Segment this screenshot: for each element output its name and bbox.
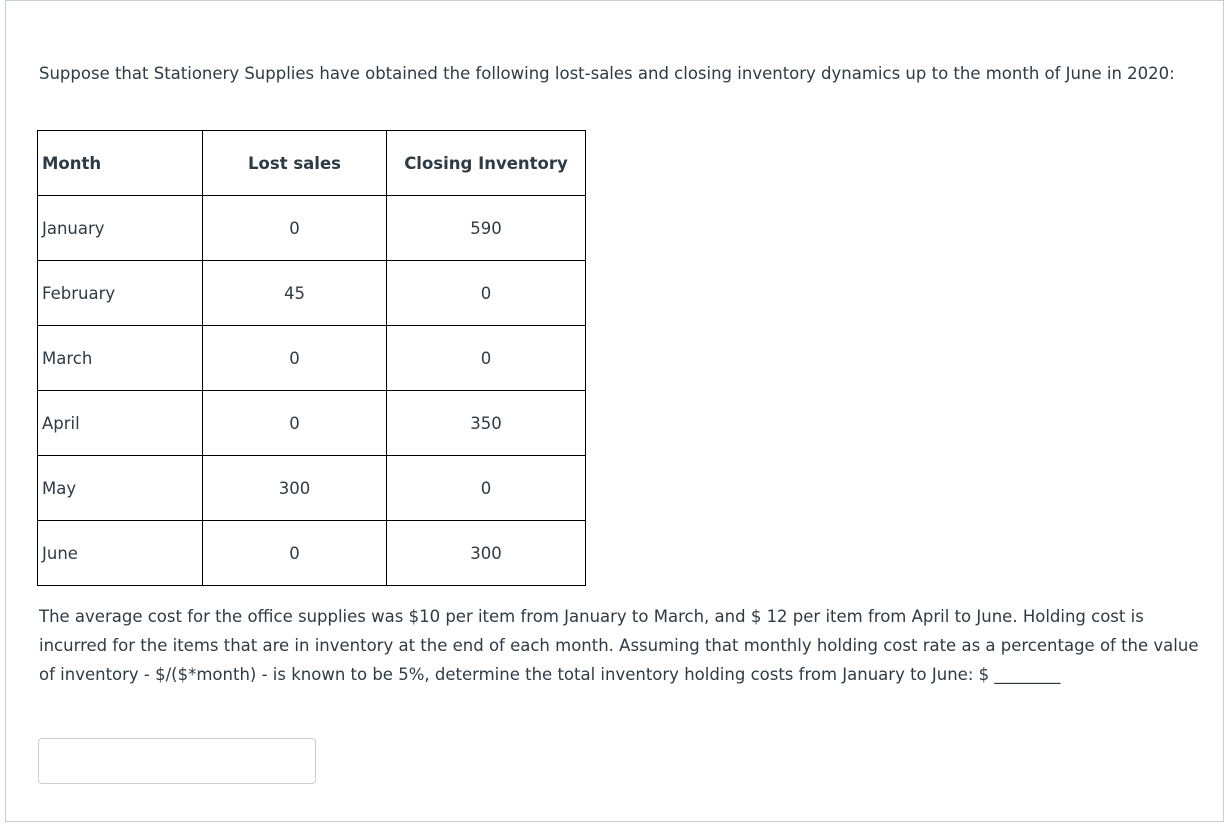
cell-month: February [38,261,203,326]
cell-closing-inventory: 0 [387,326,586,391]
cell-lost-sales: 0 [203,196,387,261]
cell-month: March [38,326,203,391]
header-lost-sales: Lost sales [203,131,387,196]
problem-text: The average cost for the office supplies was $10 per item from January to March, and $ 12 per item from April to June. Holding cost is incurred for the items that are in inventory at the end of each month. Assuming that monthly holding cost rate as a percentage of the value of inventory - $/($*month) - is known to be 5%, determine the total inventory holding costs from January to June: $ ________ [39,607,1199,684]
cell-lost-sales: 0 [203,521,387,586]
cell-lost-sales: 0 [203,326,387,391]
cell-lost-sales: 45 [203,261,387,326]
cell-lost-sales: 0 [203,391,387,456]
table-row [38,261,586,326]
cell-closing-inventory: 0 [387,261,586,326]
table-row [38,391,586,456]
table-header-row [38,131,586,196]
cell-closing-inventory: 300 [387,521,586,586]
question-container [5,0,1224,822]
inventory-table [37,130,586,586]
answer-input[interactable] [38,738,316,784]
cell-month: June [38,521,203,586]
table-row [38,521,586,586]
table-row [38,456,586,521]
table-row [38,326,586,391]
cell-month: January [38,196,203,261]
cell-closing-inventory: 0 [387,456,586,521]
cell-closing-inventory: 350 [387,391,586,456]
header-month: Month [38,131,203,196]
cell-lost-sales: 300 [203,456,387,521]
cell-closing-inventory: 590 [387,196,586,261]
cell-month: May [38,456,203,521]
cell-month: April [38,391,203,456]
table-row [38,196,586,261]
question-intro: Suppose that Stationery Supplies have obtained the following lost-sales and closing inventory dynamics up to the month of June in 2020: [39,64,1175,83]
header-closing-inventory: Closing Inventory [387,131,586,196]
